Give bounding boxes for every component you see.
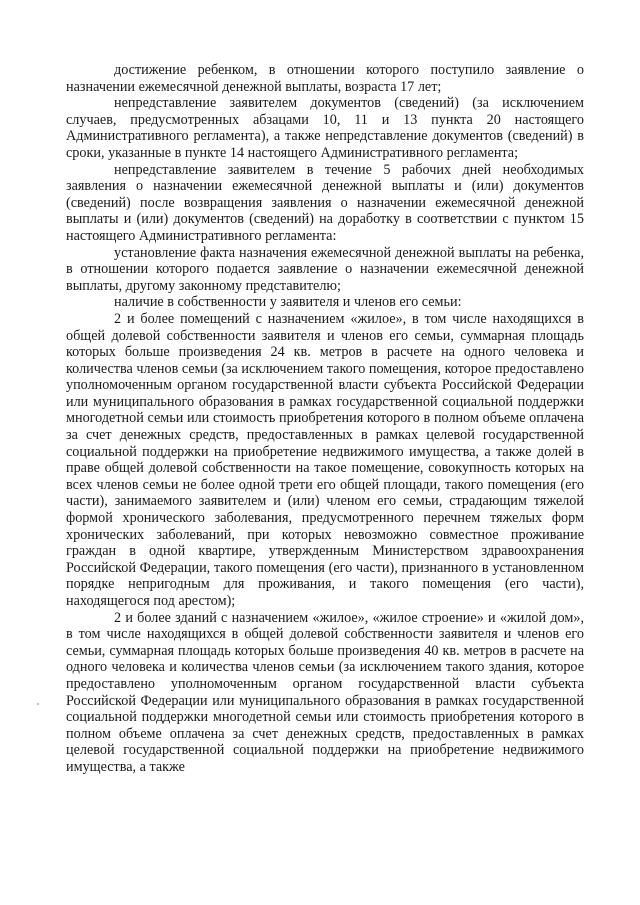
paragraph-buildings: 2 и более зданий с назначением «жилое», «жилое строение» и «жилой дом», в том числе находящихся в общей долевой собственности заявителя и членов его семьи, суммарная площадь которых больше произведения 40 кв. метров в расчете на одного человека и количества членов семьи (за исключением такого здания, которое предоставлено уполномоченным органом государственной власти субъекта Российской Федерации или муниципального образования в рамках государственной социальной поддержки многодетной семьи или стоимость приобретения которого в полном объеме оплачена за счет денежных средств, предоставленных в рамках целевой государственной социальной поддержки на приобретение недвижимого имущества, а также: [66, 609, 584, 775]
paragraph-premises: 2 и более помещений с назначением «жилое», в том числе находящихся в общей долевой собственности заявителя и членов его семьи, суммарная площадь которых больше произведения 24 кв. метров в расчете на одного человека и количества членов семьи (за исключением такого помещения, которое предоставлено уполномоченным органом государственной власти субъекта Российской Федерации или муниципального образования в рамках государственной социальной поддержки многодетной семьи или стоимость приобретения которого в полном объеме оплачена за счет денежных средств, предоставленных в рамках целевой государственной социальной поддержки на приобретение недвижимого имущества, а также долей в праве общей долевой собственности на такое помещение, совокупность которых на всех членов семьи не более одной трети его общей площади, такого помещения (его части), занимаемого заявителем и (или) членом его семьи, страдающим тяжелой формой хронического заболевания, предусмотренного перечнем тяжелых форм хронических заболеваний, при которых невозможно совместное проживание граждан в одной квартире, утвержденным Министерством здравоохранения Российской Федерации, такого помещения (его части), признанного в установленном порядке непригодным для проживания, и такого помещения (его части), находящегося под арестом);: [66, 310, 584, 609]
scan-speck: [37, 703, 39, 705]
paragraph-other-representative: установление факта назначения ежемесячной денежной выплаты на ребенка, в отношении которого подается заявление о назначении ежемесячной денежной выплаты, другому законному представителю;: [66, 244, 584, 294]
paragraph-age-17: достижение ребенком, в отношении которого поступило заявление о назначении ежемесячной денежной выплаты, возраста 17 лет;: [66, 62, 584, 95]
paragraph-ownership-intro: наличие в собственности у заявителя и членов его семьи:: [114, 294, 462, 311]
paragraph-missing-documents: непредставление заявителем документов (сведений) (за исключением случаев, предусмотренных абзацами 10, 11 и 13 пункта 20 настоящего Административного регламента), а также непредставление документов (сведений) в сроки, указанные в пункте 14 настоящего Административного регламента;: [66, 95, 584, 161]
paragraph-revision-deadline: непредставление заявителем в течение 5 рабочих дней необходимых заявления о назначении ежемесячной денежной выплаты и (или) документов (сведений) после возвращения заявления о назначении ежемесячной денежной выплаты и (или) документов (сведений) на доработку в соответствии с пунктом 15 настоящего Административного регламента:: [66, 161, 584, 244]
document-page: [66, 62, 584, 776]
